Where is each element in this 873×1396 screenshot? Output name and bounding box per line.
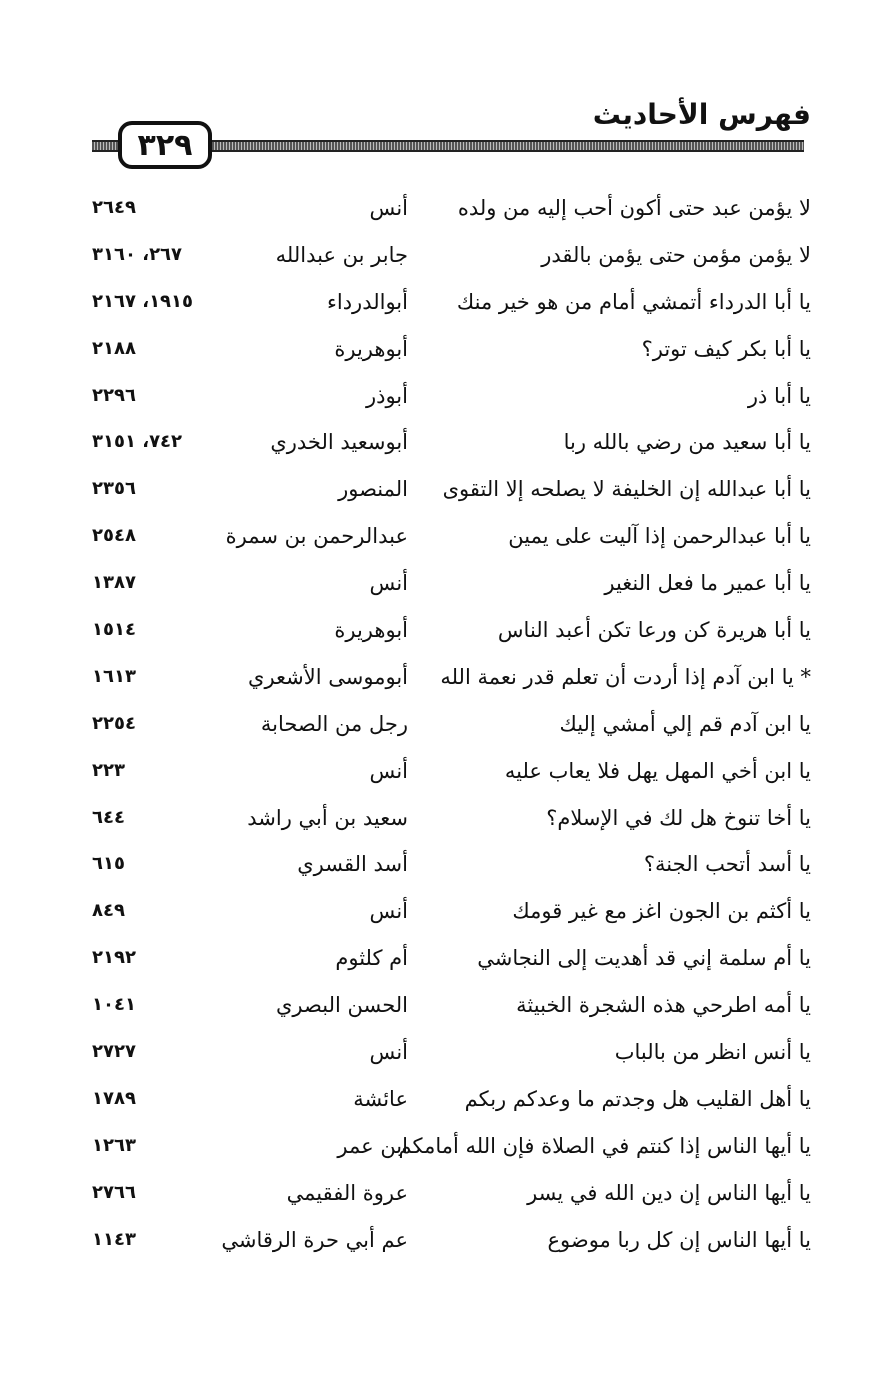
reference-numbers: ٢٢٩٦ bbox=[92, 384, 136, 406]
narrator-name: أبوهريرة bbox=[334, 618, 408, 643]
hadith-text: يا أمه اطرحي هذه الشجرة الخبيثة bbox=[516, 993, 811, 1018]
reference-numbers: ١٣٨٧ bbox=[92, 572, 136, 594]
narrator-name: المنصور bbox=[338, 477, 408, 502]
reference-numbers: ١٦١٣ bbox=[92, 665, 136, 687]
reference-numbers: ٢٦٤٩ bbox=[92, 197, 136, 218]
hadith-text: يا أبا بكر كيف توتر؟ bbox=[641, 336, 811, 361]
hadith-text: يا ابن أخي المهل يهل فلا يعاب عليه bbox=[504, 758, 811, 783]
hadith-text: يا أبا عبدالرحمن إذا آليت على يمين bbox=[508, 524, 811, 549]
list-item bbox=[0, 279, 873, 326]
hadith-text: يا أهل القليب هل وجدتم ما وعدكم ربكم bbox=[464, 1086, 811, 1111]
narrator-name: أبوموسى الأشعري bbox=[248, 664, 408, 689]
reference-numbers: ١٥١٤ bbox=[92, 619, 136, 641]
hadith-text: يا أبا الدرداء أتمشي أمام من هو خير منك bbox=[456, 289, 811, 314]
list-item bbox=[0, 982, 873, 1029]
hadith-text: يا ابن آدم قم إلي أمشي إليك bbox=[559, 711, 811, 736]
reference-numbers: ٦٤٤ bbox=[92, 806, 125, 828]
hadith-text: يا أسد أتحب الجنة؟ bbox=[643, 852, 811, 877]
narrator-name: أسد القسري bbox=[297, 852, 408, 877]
narrator-name: رجل من الصحابة bbox=[260, 711, 408, 736]
list-item bbox=[0, 513, 873, 560]
narrator-name: عبدالرحمن بن سمرة bbox=[225, 524, 408, 549]
narrator-name: أنس bbox=[369, 196, 408, 220]
narrator-name: جابر بن عبدالله bbox=[275, 242, 408, 267]
hadith-text: يا أبا عبدالله إن الخليفة لا يصلحه إلا التقوى bbox=[442, 477, 811, 502]
narrator-name: أنس bbox=[369, 899, 408, 924]
list-item bbox=[0, 1217, 873, 1264]
hadith-text: يا أبا سعيد من رضي بالله ربا bbox=[563, 430, 811, 455]
hadith-text: يا أبا ذر bbox=[747, 383, 811, 408]
reference-numbers: ٢٦٧، ٣١٦٠ bbox=[92, 243, 183, 265]
reference-numbers: ٢٧٦٦ bbox=[92, 1181, 136, 1203]
reference-numbers: ٢٥٤٨ bbox=[92, 525, 136, 547]
reference-numbers: ٢١٨٨ bbox=[92, 337, 136, 359]
narrator-name: أنس bbox=[369, 571, 408, 596]
list-item bbox=[0, 888, 873, 935]
list-item bbox=[0, 607, 873, 654]
list-item bbox=[0, 232, 873, 279]
reference-numbers: ٢٢٣ bbox=[92, 759, 125, 781]
reference-numbers: ١٢٦٣ bbox=[92, 1134, 136, 1156]
hadith-text: يا أنس انظر من بالباب bbox=[614, 1040, 811, 1065]
list-item bbox=[0, 1029, 873, 1076]
hadith-text: * يا ابن آدم إذا أردت أن تعلم قدر نعمة الله bbox=[440, 664, 811, 689]
page-number: ٣٢٩ bbox=[118, 121, 212, 169]
list-item bbox=[0, 466, 873, 513]
hadith-text: لا يؤمن عبد حتى أكون أحب إليه من ولده bbox=[457, 196, 811, 220]
list-item bbox=[0, 326, 873, 373]
reference-numbers: ٢١٩٢ bbox=[92, 947, 136, 969]
narrator-name: أنس bbox=[369, 1040, 408, 1065]
list-item bbox=[0, 185, 873, 232]
narrator-name: عروة الفقيمي bbox=[286, 1180, 408, 1205]
list-item bbox=[0, 373, 873, 420]
reference-numbers: ٢٧٢٧ bbox=[92, 1041, 136, 1063]
reference-numbers: ١٠٤١ bbox=[92, 994, 136, 1016]
narrator-name: أبوهريرة bbox=[334, 336, 408, 361]
hadith-text: يا أبا هريرة كن ورعا تكن أعبد الناس bbox=[497, 618, 811, 643]
list-item bbox=[0, 701, 873, 748]
narrator-name: أبوالدرداء bbox=[327, 289, 408, 314]
narrator-name: سعيد بن أبي راشد bbox=[247, 805, 408, 830]
list-item bbox=[0, 748, 873, 795]
narrator-name: أنس bbox=[369, 758, 408, 783]
list-item bbox=[0, 1170, 873, 1217]
narrator-name: أبوسعيد الخدري bbox=[270, 430, 408, 455]
list-item bbox=[0, 841, 873, 888]
page-title: فهرس الأحاديث bbox=[592, 98, 811, 131]
hadith-text: يا أخا تنوخ هل لك في الإسلام؟ bbox=[546, 805, 811, 830]
list-item bbox=[0, 935, 873, 982]
narrator-name: عم أبي حرة الرقاشي bbox=[221, 1227, 408, 1252]
hadith-text: يا أكثم بن الجون اغز مع غير قومك bbox=[512, 899, 811, 924]
reference-numbers: ١١٤٣ bbox=[92, 1228, 136, 1250]
hadith-text: يا أيها الناس إن دين الله في يسر bbox=[527, 1180, 811, 1205]
narrator-name: الحسن البصري bbox=[276, 993, 408, 1018]
reference-numbers: ١٧٨٩ bbox=[92, 1087, 136, 1109]
reference-numbers: ٢٢٥٤ bbox=[92, 712, 136, 734]
reference-numbers: ٢٣٥٦ bbox=[92, 478, 136, 500]
narrator-name: أبوذر bbox=[365, 383, 408, 408]
hadith-text: يا أم سلمة إني قد أهديت إلى النجاشي bbox=[477, 946, 811, 971]
list-item bbox=[0, 654, 873, 701]
hadith-index-list bbox=[0, 185, 873, 1263]
hadith-text: يا أيها الناس إن كل ربا موضوع bbox=[547, 1227, 811, 1252]
reference-numbers: ٧٤٢، ٣١٥١ bbox=[92, 431, 183, 453]
reference-numbers: ١٩١٥، ٢١٦٧ bbox=[92, 290, 194, 312]
hadith-text: لا يؤمن مؤمن حتى يؤمن بالقدر bbox=[541, 242, 811, 267]
reference-numbers: ٨٤٩ bbox=[92, 900, 125, 922]
narrator-name: عائشة bbox=[353, 1086, 408, 1111]
hadith-text: يا أيها الناس إذا كنتم في الصلاة فإن الله أمامكم bbox=[398, 1133, 811, 1158]
reference-numbers: ٦١٥ bbox=[92, 853, 125, 875]
list-item bbox=[0, 795, 873, 842]
hadith-text: يا أبا عمير ما فعل النغير bbox=[604, 571, 811, 596]
list-item bbox=[0, 419, 873, 466]
list-item bbox=[0, 560, 873, 607]
list-item bbox=[0, 1123, 873, 1170]
list-item bbox=[0, 1076, 873, 1123]
page-header bbox=[0, 0, 873, 190]
narrator-name: ابن عمر bbox=[337, 1133, 408, 1158]
narrator-name: أم كلثوم bbox=[335, 946, 408, 971]
